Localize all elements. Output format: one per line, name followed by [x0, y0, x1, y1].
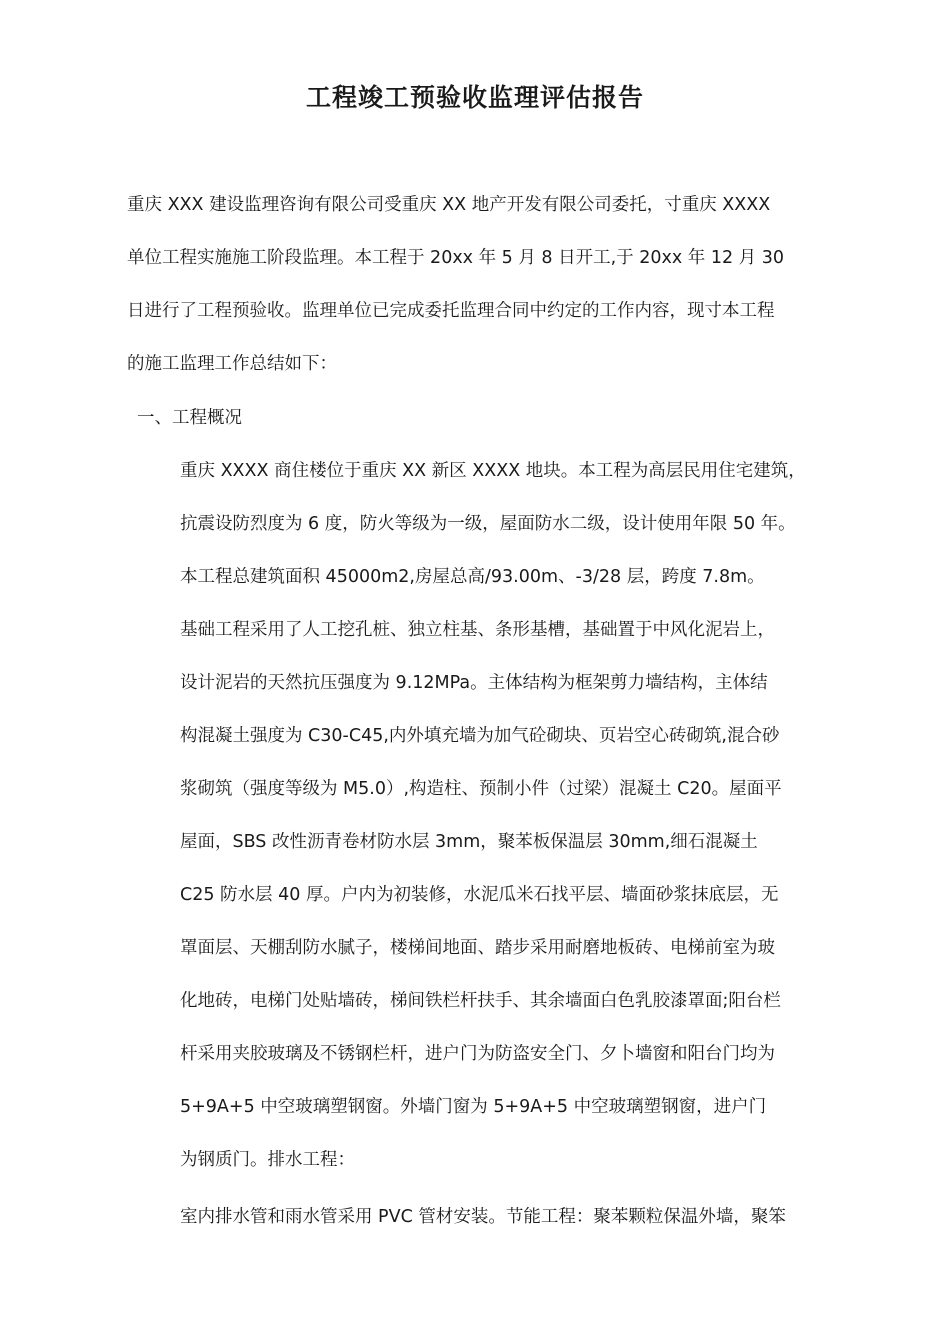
body-line-14: 为钢质门。排水工程： — [180, 1150, 355, 1170]
body-line-10: 罩面层、天棚刮防水腻子，楼梯间地面、踏步采用耐磨地板砖、电梯前室为玻 — [180, 938, 775, 958]
document-title: 工程竣工预验收监理评估报告 — [305, 83, 644, 112]
body-line-11: 化地砖，电梯门处贴墙砖，梯间铁栏杆扶手、其余墙面白色乳胶漆罩面;阳台栏 — [180, 991, 781, 1011]
intro-line-1: 重庆 XXX 建设监理咨询有限公司受重庆 XX 地产开发有限公司委托，寸重庆 XXXX — [127, 195, 771, 215]
body-line-5: 设计泥岩的天然抗压强度为 9.12MPa。主体结构为框架剪力墙结构，主体结 — [180, 673, 768, 693]
body-line-15: 室内排水管和雨水管采用 PVC 管材安装。节能工程：聚苯颗粒保温外墙，聚笨 — [180, 1207, 786, 1227]
body-line-13: 5+9A+5 中空玻璃塑钢窗。外墙门窗为 5+9A+5 中空玻璃塑钢窗，进户门 — [180, 1097, 767, 1117]
body-line-6: 构混凝土强度为 C30-C45,内外填充墙为加气砼砌块、页岩空心砖砌筑,混合砂 — [180, 726, 780, 746]
body-line-3: 本工程总建筑面积 45000m2,房屋总高/93.00m、-3/28 层，跨度 7.8m。 — [180, 567, 765, 587]
body-line-1: 重庆 XXXX 商住楼位于重庆 XX 新区 XXXX 地块。本工程为高层民用住宅建筑， — [180, 461, 806, 481]
body-line-2: 抗震设防烈度为 6 度，防火等级为一级，屋面防水二级，设计使用年限 50 年。 — [180, 514, 796, 534]
intro-line-2: 单位工程实施施工阶段监理。本工程于 20xx 年 5 月 8 日开工,于 20xx 年 12 月 30 — [127, 248, 785, 268]
body-line-9: C25 防水层 40 厚。户内为初装修，水泥瓜米石找平层、墙面砂浆抹底层，无 — [180, 885, 779, 905]
intro-line-4: 的施工监理工作总结如下： — [127, 354, 337, 374]
section-heading: 一、工程概况 — [137, 408, 242, 428]
body-line-12: 杆采用夹胶玻璃及不锈钢栏杆，进户门为防盗安全门、夕卜墙窗和阳台门均为 — [180, 1044, 775, 1064]
body-line-7: 浆砌筑（强度等级为 M5.0）,构造柱、预制小件（过梁）混凝土 C20。屋面平 — [180, 779, 782, 799]
body-line-8: 屋面，SBS 改性沥青卷材防水层 3mm，聚苯板保温层 30mm,细石混凝土 — [180, 832, 758, 852]
body-line-4: 基础工程采用了人工挖孔桩、独立柱基、条形基槽，基础置于中风化泥岩上， — [180, 620, 775, 640]
intro-line-3: 日进行了工程预验收。监理单位已完成委托监理合同中约定的工作内容，现寸本工程 — [127, 301, 775, 321]
